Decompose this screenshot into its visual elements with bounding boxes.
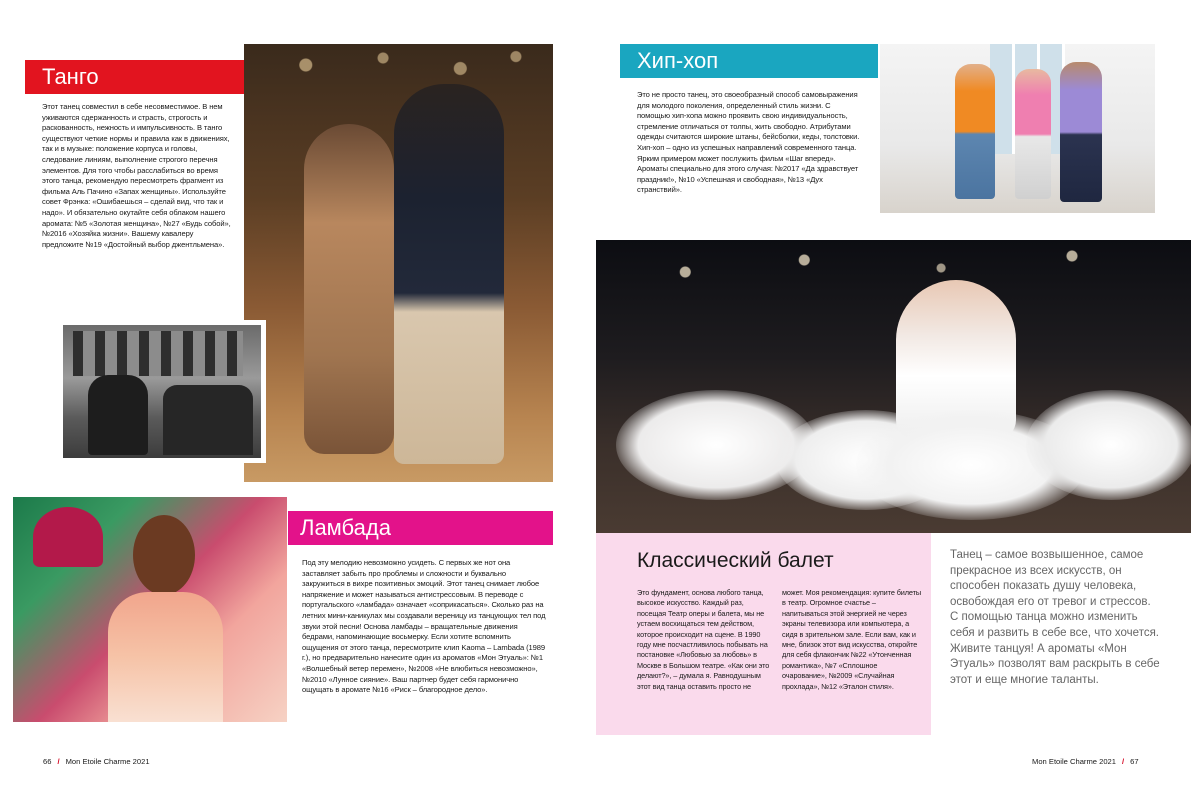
lambada-title: Ламбада	[288, 511, 553, 545]
tango-paragraph: Этот танец совместил в себе несовместимое. В нем уживаются сдержанность и страсть, строгость и раскованность, нежность и импульсивность. В танго существуют четкие нормы и правила как в движениях, так и в музыке: положение корпуса и головы, следование линиям, выполнение строгого перечня элементов. Для того чтобы расслабиться во время этого танца, рекомендую пересмотреть фрагмент из фильма Аль Пачино «Запах женщины». Используйте совет Фрэнка: «Ошибаешься – сделай вид, что так и надо». И обязательно окутайте себя облаком нашего аромата: №5 «Золотая женщина», №27 «Будь собой», №2016 «Хозяйка жизни». Вашему кавалеру предложите №19 «Достойный выбор джентльмена».	[42, 102, 231, 249]
tango-street-photo	[58, 320, 266, 463]
hiphop-dancer-purple	[1060, 62, 1102, 202]
lambada-paragraph: Под эту мелодию невозможно усидеть. С первых же нот она заставляет забыть про проблемы и сложности и буквально закружиться в вихре позитивных эмоций. Этот танец снимает любое напряжение и может называться антистрессовым. В переводе с португальского «ламбада» означает «соприкасаться». Сколько раз на летних мини-каникулах мы создавали вереницу из танцующих тел под звуки этой песни! Основа ламбады – вращательные движения бедрами, напоминающие восьмерку. Если хотите вспомнить ощущения от этого танца, пересмотрите клип Kaoma – Lambada (1989 г.), но предварительно нанесите один из ароматов «Мон Этуаль»: №1 «Волшебный ветер перемен», №2008 «Не влюбиться невозможно», №2010 «Лунное сияние». Ваш партнер будет себя гармонично ощущать в аромате №16 «Риск – благородное дело».	[302, 558, 546, 695]
footer-left-page-number: 66	[43, 757, 52, 766]
tango-dancer-man	[394, 84, 504, 464]
footer-right-title: Mon Etoile Charme 2021	[1032, 757, 1116, 766]
lambada-fan	[33, 507, 103, 567]
footer-right-page-number: 67	[1130, 757, 1139, 766]
footer-right	[1032, 757, 1139, 766]
hiphop-dancer-pink	[1015, 69, 1051, 199]
ballet-photo	[596, 240, 1191, 533]
street-photo-image	[63, 325, 261, 458]
tango-lights	[244, 44, 553, 114]
closing-quote: Танец – самое возвышенное, самое прекрасное из всех искусств, он способен показать душу человека, освобождая его от тревог и стрессов. С помощью танца можно изменить себя и развить в себе все, что хочется. Живите танцуя! А ароматы «Мон Этуаль» позволят вам раскрыть в себе этот и еще многие таланты.	[950, 549, 1160, 686]
street-building	[73, 331, 243, 376]
ballet-lights	[596, 240, 1191, 320]
hiphop-paragraph: Это не просто танец, это своеобразный способ самовыражения для молодого поколения, определенный стиль жизни. С помощью хип-хопа можно проявить свою индивидуальность, стремление отличаться от толпы, жить свободно. Атрибутами одежды считаются широкие штаны, бейсболки, кеды, толстовки. Хип-хоп – одно из успешных направлений современного танца. Ярким примером может послужить фильм «Шаг вперед». Ароматы специально для этого случая: №2017 «Да здравствует праздник!», №10 «Успешная и свободная», №13 «Дух странствий».	[637, 90, 860, 195]
ballet-title: Классический балет	[637, 549, 834, 572]
hiphop-dancer-orange	[955, 64, 995, 199]
footer-left	[43, 757, 150, 766]
tango-dancer-woman	[304, 124, 394, 454]
footer-left-slash: /	[57, 757, 60, 766]
footer-left-title: Mon Etoile Charme 2021	[65, 757, 150, 766]
tango-photo	[244, 44, 553, 482]
lambada-dancer-face	[133, 515, 195, 595]
ballet-column-2: может. Моя рекомендация: купите билеты в театр. Огромное счастье – напитываться этой энергией не через экраны телевизора или компьютера, а сидя в зрительном зале. Если вам, как и мне, близок этот вид искусства, откройте для себя флакончик №22 «Утонченная романтика», №7 «Сплошное очарование», №2009 «Случайная прохлада», №12 «Эталон стиля».	[782, 588, 922, 691]
hiphop-photo	[880, 44, 1155, 213]
street-dancers	[88, 375, 148, 455]
hiphop-title: Хип-хоп	[620, 44, 878, 78]
footer-right-slash: /	[1122, 757, 1125, 766]
ballet-tutu-right	[1026, 390, 1191, 500]
tango-title: Танго	[25, 60, 244, 94]
ballet-column-1: Это фундамент, основа любого танца, высокое искусство. Каждый раз, посещая Театр оперы и балета, мы не устаем восхищаться тем действом, которое происходит на сцене. В 1990 году мне посчастливилось побывать на постановке «Любовью за любовь» в Москве в Большом театре. «Как они это делают?», – думала я. Равнодушным этот вид танца оставить просто не	[637, 588, 770, 691]
lambada-photo	[13, 497, 287, 722]
lambada-dancer-dress	[108, 592, 223, 722]
street-crowd	[163, 385, 253, 455]
